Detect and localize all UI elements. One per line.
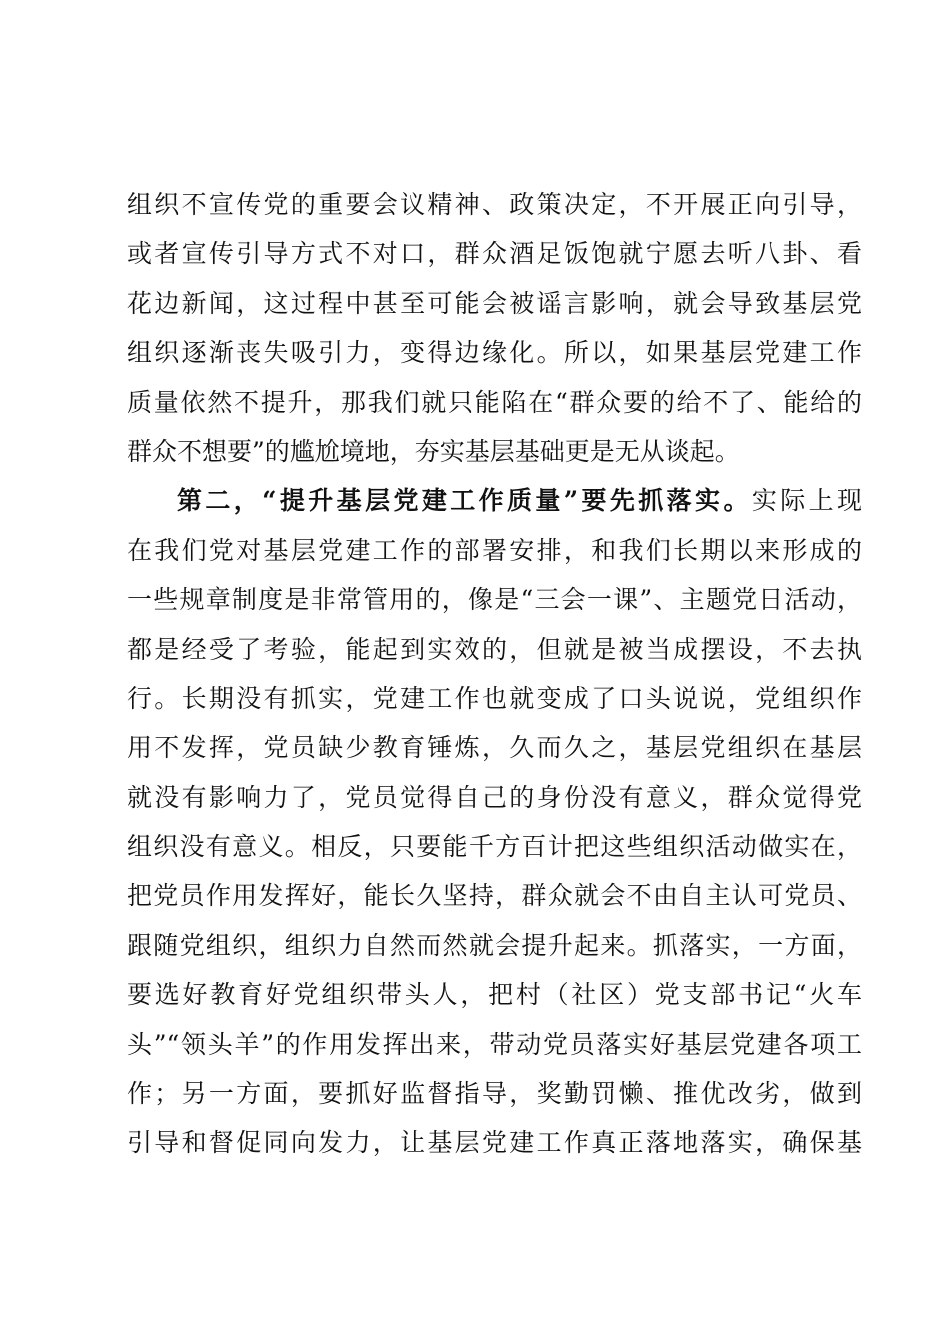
text-line: 就没有影响力了，党员觉得自己的身份没有意义，群众觉得党 — [127, 782, 862, 812]
text-line: 作；另一方面，要抓好监督指导，奖勤罚懒、推优改劣，做到 — [127, 1079, 862, 1109]
text-line: 把党员作用发挥好，能长久坚持，群众就会不由自主认可党员、 — [127, 881, 862, 911]
text-line: 群众不想要”的尴尬境地，夯实基层基础更是无从谈起。 — [127, 436, 740, 466]
text-line: 用不发挥，党员缺少教育锤炼，久而久之，基层党组织在基层 — [127, 733, 862, 763]
paragraph-2 — [127, 476, 862, 1167]
text-line: 花边新闻，这过程中甚至可能会被谣言影响，就会导致基层党 — [127, 288, 862, 318]
text-line: 质量依然不提升，那我们就只能陷在“群众要的给不了、能给的 — [127, 387, 862, 417]
text-line: 跟随党组织，组织力自然而然就会提升起来。抓落实，一方面， — [127, 930, 862, 960]
text-line: 组织逐渐丧失吸引力，变得边缘化。所以，如果基层党建工作 — [127, 338, 862, 368]
paragraph-first-line-text: 实际上现 — [751, 486, 862, 516]
text-line: 行。长期没有抓实，党建工作也就变成了口头说说，党组织作 — [127, 683, 862, 713]
text-line: 一些规章制度是非常管用的，像是“三会一课”、主题党日活动， — [127, 585, 862, 615]
text-line: 或者宣传引导方式不对口，群众酒足饭饱就宁愿去听八卦、看 — [127, 239, 862, 269]
text-line: 要选好教育好党组织带头人，把村（社区）党支部书记“火车 — [127, 980, 862, 1010]
text-line: 组织不宣传党的重要会议精神、政策决定，不开展正向引导， — [127, 190, 862, 219]
paragraph-1 — [127, 180, 862, 476]
document-body — [127, 180, 862, 1168]
text-line: 在我们党对基层党建工作的部署安排，和我们长期以来形成的 — [127, 535, 862, 565]
text-line: 头”“领头羊”的作用发挥出来，带动党员落实好基层党建各项工 — [127, 1029, 862, 1059]
text-line: 引导和督促同向发力，让基层党建工作真正落地落实，确保基 — [127, 1128, 862, 1158]
text-line: 组织没有意义。相反，只要能千方百计把这些组织活动做实在， — [127, 832, 862, 862]
paragraph-heading: 第二，“提升基层党建工作质量”要先抓落实。 — [177, 486, 752, 516]
text-line — [127, 476, 862, 525]
text-line: 都是经受了考验，能起到实效的，但就是被当成摆设，不去执 — [127, 634, 862, 664]
